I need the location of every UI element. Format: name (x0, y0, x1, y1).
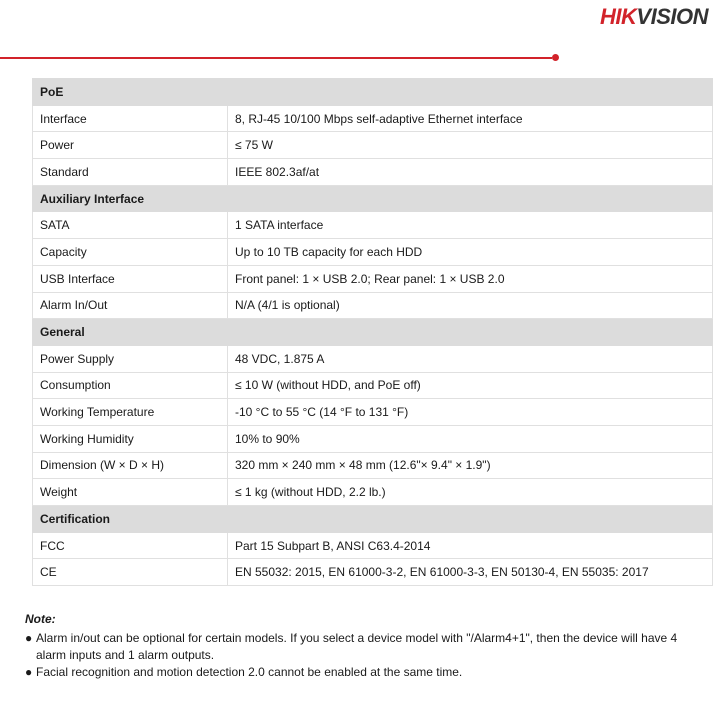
section-header-row (33, 319, 713, 346)
spec-value: 10% to 90% (228, 425, 713, 452)
spec-label: CE (33, 559, 228, 586)
table-row (33, 345, 713, 372)
spec-label: Working Temperature (33, 399, 228, 426)
table-row (33, 239, 713, 266)
logo-hik-text: HIK (600, 4, 637, 29)
spec-value: Up to 10 TB capacity for each HDD (228, 239, 713, 266)
spec-label: SATA (33, 212, 228, 239)
spec-value: 1 SATA interface (228, 212, 713, 239)
spec-value: 48 VDC, 1.875 A (228, 345, 713, 372)
note-list (25, 630, 705, 681)
spec-value: ≤ 75 W (228, 132, 713, 159)
spec-value: ≤ 1 kg (without HDD, 2.2 lb.) (228, 479, 713, 506)
note-item-text: Facial recognition and motion detection 2.0 cannot be enabled at the same time. (36, 665, 463, 679)
spec-label: Capacity (33, 239, 228, 266)
section-title: Auxiliary Interface (33, 185, 713, 212)
spec-table (32, 78, 713, 586)
spec-label: Working Humidity (33, 425, 228, 452)
table-row (33, 479, 713, 506)
header-divider-line (0, 57, 552, 59)
bullet-icon: ● (25, 665, 33, 679)
spec-label: Dimension (W × D × H) (33, 452, 228, 479)
note-item (25, 664, 705, 681)
table-row (33, 265, 713, 292)
spec-label: Consumption (33, 372, 228, 399)
spec-label: Power Supply (33, 345, 228, 372)
section-header-row (33, 185, 713, 212)
spec-value: Part 15 Subpart B, ANSI C63.4-2014 (228, 532, 713, 559)
note-item (25, 630, 705, 664)
section-title: Certification (33, 506, 713, 533)
section-header-row (33, 506, 713, 533)
table-row (33, 372, 713, 399)
spec-value: 8, RJ-45 10/100 Mbps self-adaptive Ethernet interface (228, 105, 713, 132)
logo-vision-text: VISION (636, 4, 708, 29)
bullet-icon: ● (25, 631, 33, 645)
table-row (33, 132, 713, 159)
table-row (33, 532, 713, 559)
spec-label: FCC (33, 532, 228, 559)
table-row (33, 292, 713, 319)
spec-label: Interface (33, 105, 228, 132)
section-header-row (33, 79, 713, 106)
section-title: PoE (33, 79, 713, 106)
note-block (25, 611, 705, 681)
table-row (33, 212, 713, 239)
spec-value: IEEE 802.3af/at (228, 159, 713, 186)
table-row (33, 105, 713, 132)
table-row (33, 425, 713, 452)
spec-label: USB Interface (33, 265, 228, 292)
header-divider-dot (552, 54, 559, 61)
spec-label: Standard (33, 159, 228, 186)
section-title: General (33, 319, 713, 346)
spec-value: Front panel: 1 × USB 2.0; Rear panel: 1 × USB 2.0 (228, 265, 713, 292)
table-row (33, 159, 713, 186)
spec-label: Power (33, 132, 228, 159)
hikvision-logo (600, 5, 708, 29)
note-title: Note: (25, 612, 56, 626)
spec-value: N/A (4/1 is optional) (228, 292, 713, 319)
table-row (33, 452, 713, 479)
note-item-text: Alarm in/out can be optional for certain models. If you select a device model with "/Alarm4+1", then the device will have 4 alarm inputs and 1 alarm outputs. (36, 631, 678, 662)
table-row (33, 559, 713, 586)
table-row (33, 399, 713, 426)
spec-value: ≤ 10 W (without HDD, and PoE off) (228, 372, 713, 399)
spec-table-body (33, 79, 713, 586)
spec-value: 320 mm × 240 mm × 48 mm (12.6"× 9.4" × 1.9") (228, 452, 713, 479)
spec-label: Weight (33, 479, 228, 506)
spec-value: -10 °C to 55 °C (14 °F to 131 °F) (228, 399, 713, 426)
spec-label: Alarm In/Out (33, 292, 228, 319)
spec-value: EN 55032: 2015, EN 61000-3-2, EN 61000-3-3, EN 50130-4, EN 55035: 2017 (228, 559, 713, 586)
